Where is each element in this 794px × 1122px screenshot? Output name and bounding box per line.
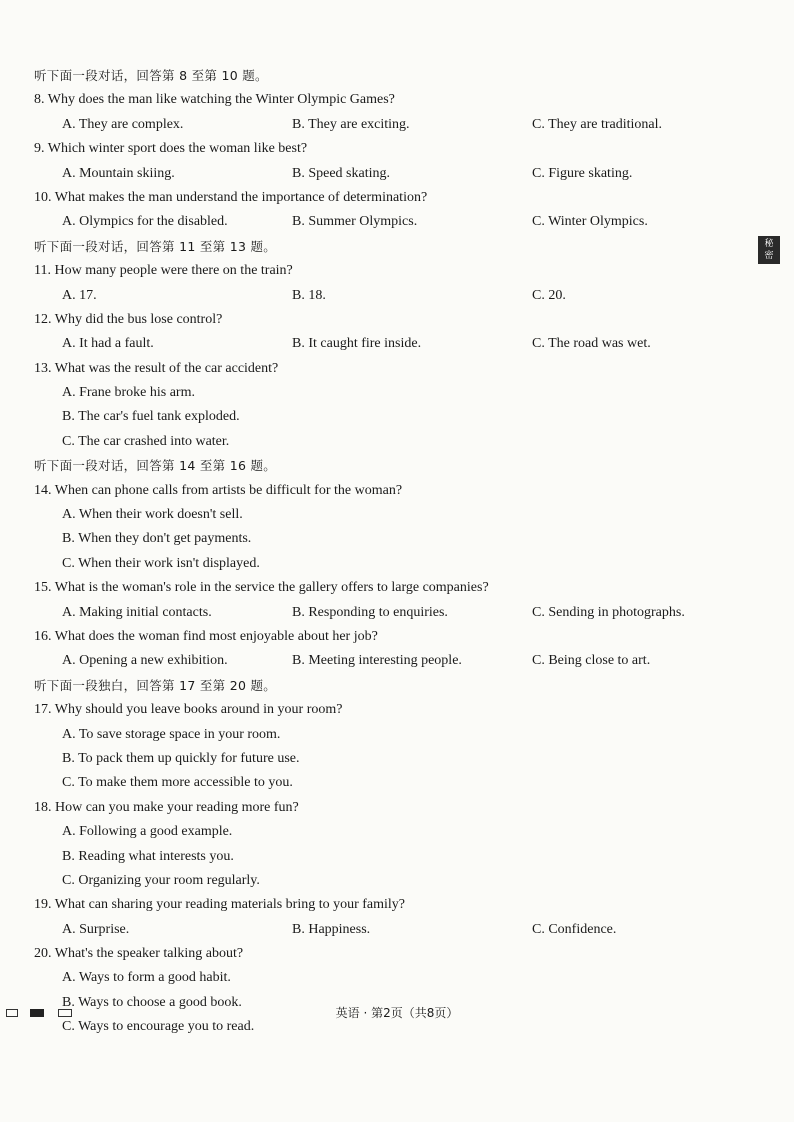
answer-option: B. 18.: [292, 287, 326, 303]
option-row: [34, 601, 724, 625]
answer-option: B. When they don't get payments.: [62, 531, 252, 547]
answer-option: C. The car crashed into water.: [62, 433, 230, 449]
option-row: [34, 332, 724, 356]
section-heading: 听下面一段独白，回答第 17 至第 20 题。: [34, 677, 277, 693]
question-text: 12. Why did the bus lose control?: [34, 311, 223, 327]
answer-option: C. Being close to art.: [532, 653, 651, 669]
section-heading: 听下面一段对话，回答第 14 至第 16 题。: [34, 458, 277, 474]
answer-option: C. The road was wet.: [532, 336, 651, 352]
question-text: 16. What does the woman find most enjoyable about her job?: [34, 628, 378, 644]
answer-option: A. 17.: [62, 287, 97, 303]
answer-option: C. 20.: [532, 287, 566, 303]
answer-option: A. To save storage space in your room.: [62, 726, 281, 742]
listening-section: [34, 64, 724, 1040]
question-text: 11. How many people were there on the train?: [34, 263, 293, 279]
answer-option: C. Ways to encourage you to read.: [62, 1019, 255, 1035]
answer-option: A. When their work doesn't sell.: [62, 507, 243, 523]
page-footer: [0, 1003, 794, 1023]
option-row: [34, 113, 724, 137]
answer-option: B. To pack them up quickly for future use.: [62, 750, 300, 766]
answer-option: A. Olympics for the disabled.: [62, 214, 228, 230]
question-text: 19. What can sharing your reading materials bring to your family?: [34, 897, 406, 913]
answer-option: C. Confidence.: [532, 921, 617, 937]
answer-option: C. Winter Olympics.: [532, 214, 648, 230]
question-text: 9. Which winter sport does the woman like best?: [34, 141, 308, 157]
question-text: 13. What was the result of the car accident?: [34, 360, 279, 376]
option-row: [34, 210, 724, 234]
answer-option: B. It caught fire inside.: [292, 336, 422, 352]
section-heading: 听下面一段对话，回答第 8 至第 10 题。: [34, 68, 268, 83]
option-row: [34, 918, 724, 942]
answer-option: A. Opening a new exhibition.: [62, 653, 228, 669]
answer-option: B. Speed skating.: [292, 165, 390, 181]
answer-option: B. Reading what interests you.: [62, 848, 234, 864]
answer-option: B. Meeting interesting people.: [292, 653, 462, 669]
option-row: [34, 284, 724, 308]
answer-option: B. The car's fuel tank exploded.: [62, 409, 240, 425]
question-text: 18. How can you make your reading more fun?: [34, 799, 299, 815]
answer-option: A. Ways to form a good habit.: [62, 970, 231, 986]
answer-option: A. Following a good example.: [62, 824, 233, 840]
option-row: [34, 162, 724, 186]
question-text: 17. Why should you leave books around in your room?: [34, 702, 343, 718]
answer-option: B. Responding to enquiries.: [292, 604, 448, 620]
question-text: 14. When can phone calls from artists be difficult for the woman?: [34, 482, 403, 498]
answer-option: B. Ways to choose a good book.: [62, 994, 242, 1010]
section-heading: 听下面一段对话，回答第 11 至第 13 题。: [34, 238, 277, 254]
question-text: 8. Why does the man like watching the Winter Olympic Games?: [34, 92, 395, 108]
answer-option: C. Organizing your room regularly.: [62, 872, 260, 888]
answer-option: A. Frane broke his arm.: [62, 385, 195, 401]
answer-option: C. Figure skating.: [532, 165, 633, 181]
answer-option: C. Sending in photographs.: [532, 604, 685, 620]
answer-option: C. They are traditional.: [532, 116, 662, 132]
answer-option: A. Making initial contacts.: [62, 604, 212, 620]
question-text: 20. What's the speaker talking about?: [34, 946, 244, 962]
answer-option: B. Summer Olympics.: [292, 214, 418, 230]
page-number: 英语 · 第2页（共8页）: [335, 1006, 459, 1020]
answer-option: B. They are exciting.: [292, 116, 410, 132]
option-row: [34, 649, 724, 673]
answer-option: B. Happiness.: [292, 921, 371, 937]
answer-option: A. Mountain skiing.: [62, 165, 175, 181]
answer-option: C. When their work isn't displayed.: [62, 555, 260, 571]
answer-option: A. Surprise.: [62, 921, 130, 937]
answer-option: A. It had a fault.: [62, 336, 154, 352]
answer-option: A. They are complex.: [62, 116, 184, 132]
confidential-tab: 秘 密: [758, 236, 780, 264]
question-text: 10. What makes the man understand the importance of determination?: [34, 189, 428, 205]
answer-option: C. To make them more accessible to you.: [62, 775, 293, 791]
question-text: 15. What is the woman's role in the service the gallery offers to large companies?: [34, 580, 489, 596]
